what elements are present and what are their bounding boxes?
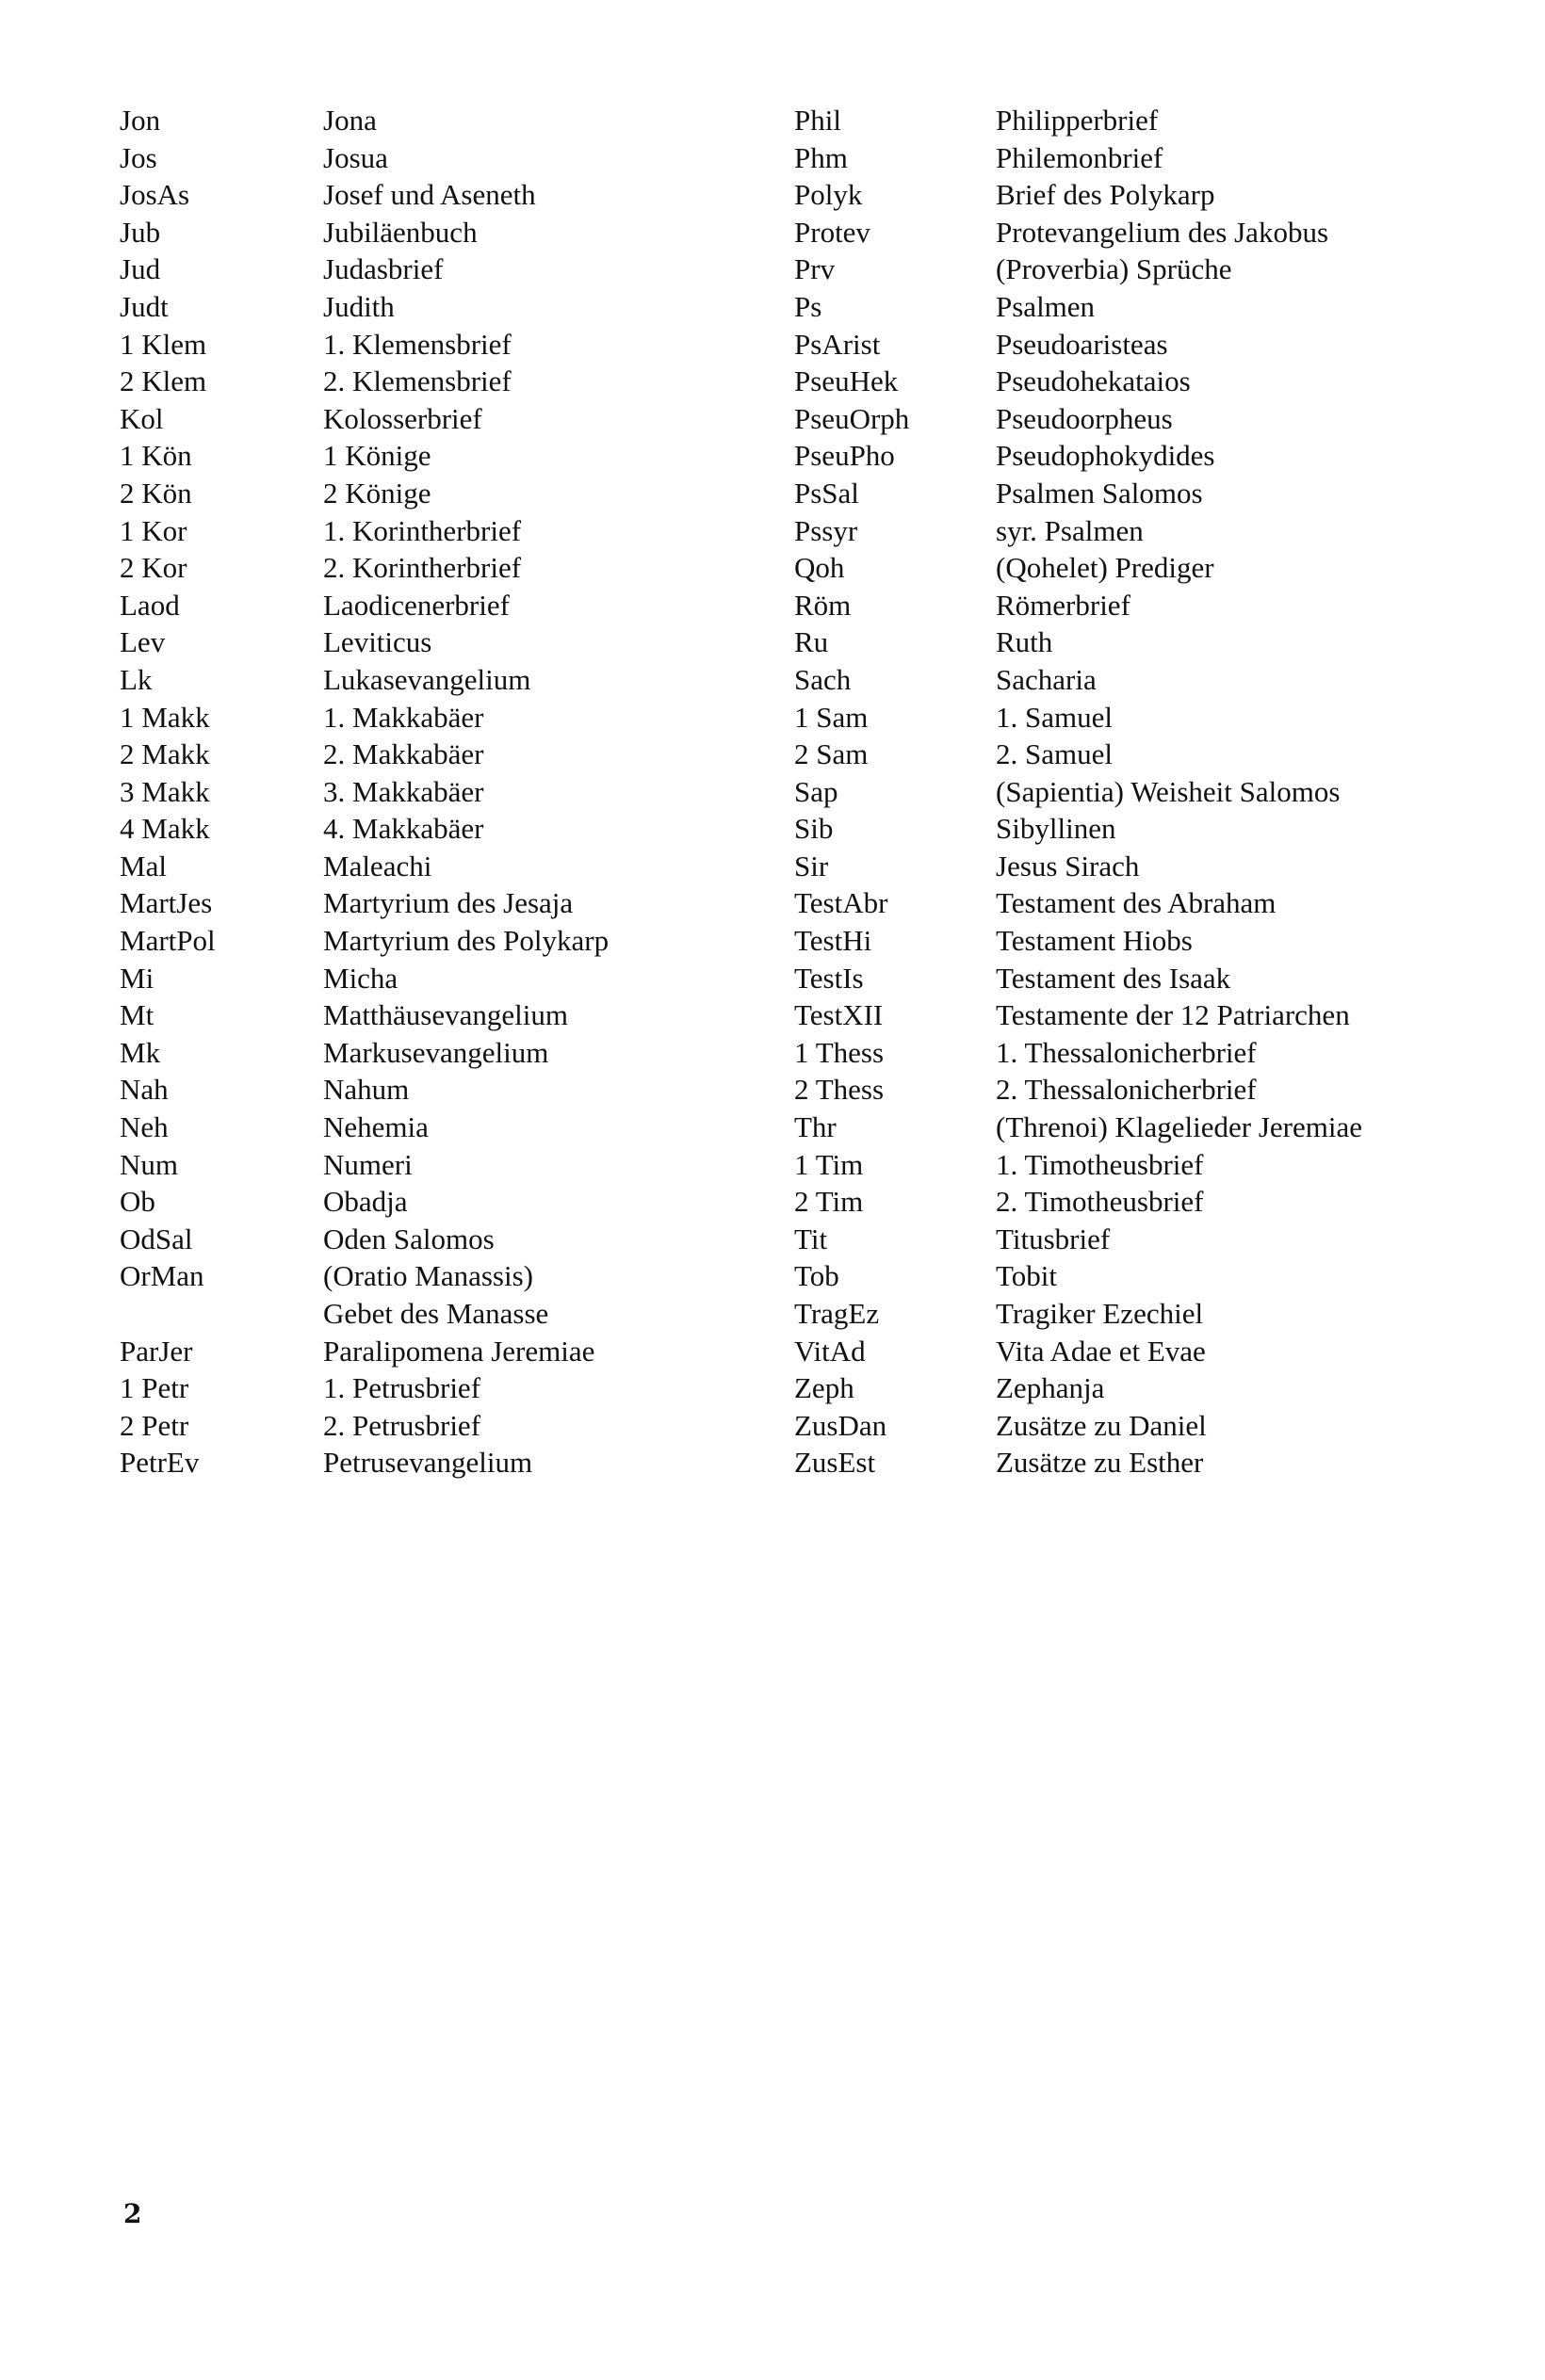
right-abbreviation: PsArist	[794, 327, 881, 361]
left-title: Jona	[323, 104, 377, 137]
left-title: 2. Makkabäer	[323, 737, 484, 771]
right-title: Psalmen	[996, 289, 1096, 323]
left-abbreviation: Neh	[120, 1110, 169, 1144]
right-title: (Threnoi) Klagelieder Jeremiae	[996, 1110, 1363, 1144]
left-abbreviation: Judt	[120, 289, 169, 323]
left-title: 3. Makkabäer	[323, 774, 484, 808]
left-abbreviation: Laod	[120, 588, 180, 622]
table-row	[120, 1034, 1439, 1072]
left-title: Martyrium des Polykarp	[323, 924, 610, 958]
right-abbreviation: Röm	[794, 588, 852, 622]
right-title: 1. Thessalonicherbrief	[996, 1035, 1257, 1069]
right-title: Pseudoorpheus	[996, 401, 1173, 435]
right-abbreviation: Sach	[794, 662, 852, 696]
right-title: Pseudohekataios	[996, 364, 1191, 398]
left-abbreviation: MartJes	[120, 886, 213, 920]
left-abbreviation: OrMan	[120, 1259, 204, 1293]
right-abbreviation: Qoh	[794, 551, 845, 585]
left-abbreviation: JosAs	[120, 178, 190, 212]
right-abbreviation: Sap	[794, 774, 838, 808]
right-abbreviation: Tit	[794, 1222, 828, 1255]
right-abbreviation: Ps	[794, 289, 822, 323]
left-title: 2. Petrusbrief	[323, 1408, 481, 1442]
left-abbreviation: 2 Kön	[120, 476, 192, 510]
left-title: 4. Makkabäer	[323, 812, 484, 846]
right-title: Protevangelium des Jakobus	[996, 215, 1329, 249]
left-abbreviation: Kol	[120, 401, 164, 435]
right-abbreviation: Prv	[794, 252, 836, 286]
table-row	[120, 661, 1439, 699]
right-title: Zephanja	[996, 1371, 1105, 1405]
right-abbreviation: TestXII	[794, 998, 884, 1032]
right-title: Zusätze zu Daniel	[996, 1408, 1207, 1442]
left-abbreviation: Mk	[120, 1035, 161, 1069]
left-abbreviation: Mt	[120, 998, 154, 1032]
left-abbreviation: Jub	[120, 215, 161, 249]
left-title: Maleachi	[323, 849, 432, 882]
right-abbreviation: 2 Thess	[794, 1073, 885, 1107]
right-abbreviation: Protev	[794, 215, 870, 249]
left-title: Martyrium des Jesaja	[323, 886, 574, 920]
left-abbreviation: 4 Makk	[120, 812, 210, 846]
right-title: Philemonbrief	[996, 140, 1163, 174]
right-title: (Qohelet) Prediger	[996, 551, 1214, 585]
left-abbreviation: OdSal	[120, 1222, 193, 1255]
table-row	[120, 363, 1439, 400]
right-abbreviation: 1 Tim	[794, 1147, 864, 1181]
right-abbreviation: TestIs	[794, 961, 864, 995]
left-title: 1 Könige	[323, 439, 431, 473]
right-abbreviation: 2 Sam	[794, 737, 869, 771]
table-row	[120, 736, 1439, 773]
table-row	[120, 996, 1439, 1034]
table-row	[120, 512, 1439, 550]
right-title: Zusätze zu Esther	[996, 1446, 1204, 1480]
right-abbreviation: PsSal	[794, 476, 859, 510]
left-title: 1. Petrusbrief	[323, 1371, 481, 1405]
left-abbreviation: 2 Makk	[120, 737, 210, 771]
table-row	[120, 1407, 1439, 1445]
table-row	[120, 326, 1439, 364]
left-abbreviation: 1 Petr	[120, 1371, 189, 1405]
table-row	[120, 587, 1439, 624]
right-abbreviation: Sir	[794, 849, 829, 882]
table-row	[120, 400, 1439, 438]
right-title: Römerbrief	[996, 588, 1130, 622]
right-abbreviation: Zeph	[794, 1371, 854, 1405]
right-title: Psalmen Salomos	[996, 476, 1203, 510]
left-title: Numeri	[323, 1147, 413, 1181]
left-title: 1. Makkabäer	[323, 700, 484, 734]
left-title: Laodicenerbrief	[323, 588, 510, 622]
right-abbreviation: PseuPho	[794, 439, 895, 473]
table-row	[120, 214, 1439, 251]
right-title: Sacharia	[996, 662, 1097, 696]
right-title: 2. Timotheusbrief	[996, 1185, 1204, 1219]
left-abbreviation: Ob	[120, 1185, 155, 1219]
table-row	[120, 288, 1439, 326]
left-title: Matthäusevangelium	[323, 998, 568, 1032]
left-title: Leviticus	[323, 625, 432, 659]
right-abbreviation: ZusDan	[794, 1408, 887, 1442]
right-title: Sibyllinen	[996, 812, 1116, 846]
left-title: Kolosserbrief	[323, 401, 482, 435]
right-abbreviation: Ru	[794, 625, 829, 659]
right-title: Pseudoaristeas	[996, 327, 1168, 361]
table-row	[120, 251, 1439, 288]
left-title: (Oratio Manassis)	[323, 1259, 533, 1293]
right-abbreviation: Sib	[794, 812, 834, 846]
table-row	[120, 1369, 1439, 1407]
right-title: Tragiker Ezechiel	[996, 1297, 1204, 1330]
right-title: Brief des Polykarp	[996, 178, 1215, 212]
left-title: Micha	[323, 961, 398, 995]
left-title: Judasbrief	[323, 252, 444, 286]
right-title: Vita Adae et Evae	[996, 1334, 1206, 1368]
right-title: Jesus Sirach	[996, 849, 1140, 882]
right-title: 1. Samuel	[996, 700, 1113, 734]
table-row	[120, 176, 1439, 214]
left-title: Nehemia	[323, 1110, 429, 1144]
left-abbreviation: Nah	[120, 1073, 169, 1107]
right-abbreviation: TestAbr	[794, 886, 888, 920]
left-abbreviation: PetrEv	[120, 1446, 200, 1480]
left-title: Markusevangelium	[323, 1035, 549, 1069]
table-row	[120, 1444, 1439, 1481]
left-abbreviation: Lk	[120, 662, 153, 696]
right-title: Testament Hiobs	[996, 924, 1193, 958]
right-title: Testamente der 12 Patriarchen	[996, 998, 1350, 1032]
left-title: 2 Könige	[323, 476, 431, 510]
table-row	[120, 1183, 1439, 1221]
right-abbreviation: 1 Thess	[794, 1035, 885, 1069]
left-abbreviation: Jos	[120, 140, 157, 174]
left-title: Obadja	[323, 1185, 408, 1219]
right-abbreviation: TestHi	[794, 924, 872, 958]
right-abbreviation: Phil	[794, 104, 841, 137]
table-row	[120, 699, 1439, 737]
left-title: Paralipomena Jeremiae	[323, 1334, 595, 1368]
table-row	[120, 475, 1439, 512]
left-abbreviation: 2 Kor	[120, 551, 187, 585]
right-abbreviation: Phm	[794, 140, 848, 174]
left-abbreviation: 1 Klem	[120, 327, 207, 361]
left-abbreviation: Lev	[120, 625, 166, 659]
table-row	[120, 139, 1439, 177]
left-abbreviation: 3 Makk	[120, 774, 210, 808]
table-row	[120, 437, 1439, 475]
left-abbreviation: Jud	[120, 252, 161, 286]
table-row	[120, 102, 1439, 139]
table-row	[120, 960, 1439, 997]
left-title: 1. Klemensbrief	[323, 327, 512, 361]
table-row	[120, 549, 1439, 587]
right-abbreviation: TragEz	[794, 1297, 880, 1330]
right-abbreviation: Thr	[794, 1110, 837, 1144]
right-title: Testament des Abraham	[996, 886, 1277, 920]
page-number: 2	[123, 2198, 142, 2229]
right-abbreviation: 1 Sam	[794, 700, 869, 734]
left-title: Oden Salomos	[323, 1222, 495, 1255]
left-title: Nahum	[323, 1073, 410, 1107]
right-title: 2. Samuel	[996, 737, 1113, 771]
abbreviation-table	[120, 102, 1439, 1481]
left-abbreviation: Num	[120, 1147, 178, 1181]
table-row	[120, 810, 1439, 848]
left-title: Gebet des Manasse	[323, 1297, 549, 1330]
table-row	[120, 922, 1439, 960]
table-row	[120, 1146, 1439, 1184]
left-title: 1. Korintherbrief	[323, 513, 522, 547]
left-abbreviation: Mal	[120, 849, 167, 882]
table-row	[120, 1295, 1439, 1333]
right-title: 1. Timotheusbrief	[996, 1147, 1204, 1181]
right-abbreviation: Pssyr	[794, 513, 858, 547]
left-title: Josua	[323, 140, 388, 174]
right-abbreviation: 2 Tim	[794, 1185, 864, 1219]
left-title: Josef und Aseneth	[323, 178, 536, 212]
right-abbreviation: Polyk	[794, 178, 863, 212]
right-title: Philipperbrief	[996, 104, 1159, 137]
right-abbreviation: VitAd	[794, 1334, 866, 1368]
right-title: Pseudophokydides	[996, 439, 1215, 473]
right-title: syr. Psalmen	[996, 513, 1144, 547]
left-abbreviation: 1 Kön	[120, 439, 192, 473]
left-title: Petrusevangelium	[323, 1446, 533, 1480]
table-row	[120, 623, 1439, 661]
right-title: Tobit	[996, 1259, 1057, 1293]
left-abbreviation: Mi	[120, 961, 154, 995]
left-title: 2. Klemensbrief	[323, 364, 512, 398]
left-abbreviation: 2 Klem	[120, 364, 207, 398]
left-abbreviation: Jon	[120, 104, 161, 137]
right-title: (Proverbia) Sprüche	[996, 252, 1232, 286]
left-abbreviation: MartPol	[120, 924, 216, 958]
table-row	[120, 1333, 1439, 1370]
table-row	[120, 773, 1439, 811]
right-abbreviation: ZusEst	[794, 1446, 876, 1480]
table-row	[120, 1071, 1439, 1109]
right-abbreviation: PseuHek	[794, 364, 899, 398]
left-title: Jubiläenbuch	[323, 215, 478, 249]
table-row	[120, 1257, 1439, 1295]
table-row	[120, 848, 1439, 885]
table-row	[120, 1221, 1439, 1258]
right-title: Testament des Isaak	[996, 961, 1231, 995]
left-abbreviation: ParJer	[120, 1334, 193, 1368]
left-abbreviation: 1 Kor	[120, 513, 187, 547]
right-abbreviation: PseuOrph	[794, 401, 910, 435]
table-row	[120, 1109, 1439, 1146]
right-title: Ruth	[996, 625, 1053, 659]
left-title: Lukasevangelium	[323, 662, 531, 696]
left-title: Judith	[323, 289, 395, 323]
right-title: 2. Thessalonicherbrief	[996, 1073, 1257, 1107]
left-abbreviation: 1 Makk	[120, 700, 210, 734]
left-title: 2. Korintherbrief	[323, 551, 522, 585]
left-abbreviation: 2 Petr	[120, 1408, 189, 1442]
right-title: Titusbrief	[996, 1222, 1111, 1255]
right-abbreviation: Tob	[794, 1259, 839, 1293]
right-title: (Sapientia) Weisheit Salomos	[996, 774, 1341, 808]
table-row	[120, 884, 1439, 922]
